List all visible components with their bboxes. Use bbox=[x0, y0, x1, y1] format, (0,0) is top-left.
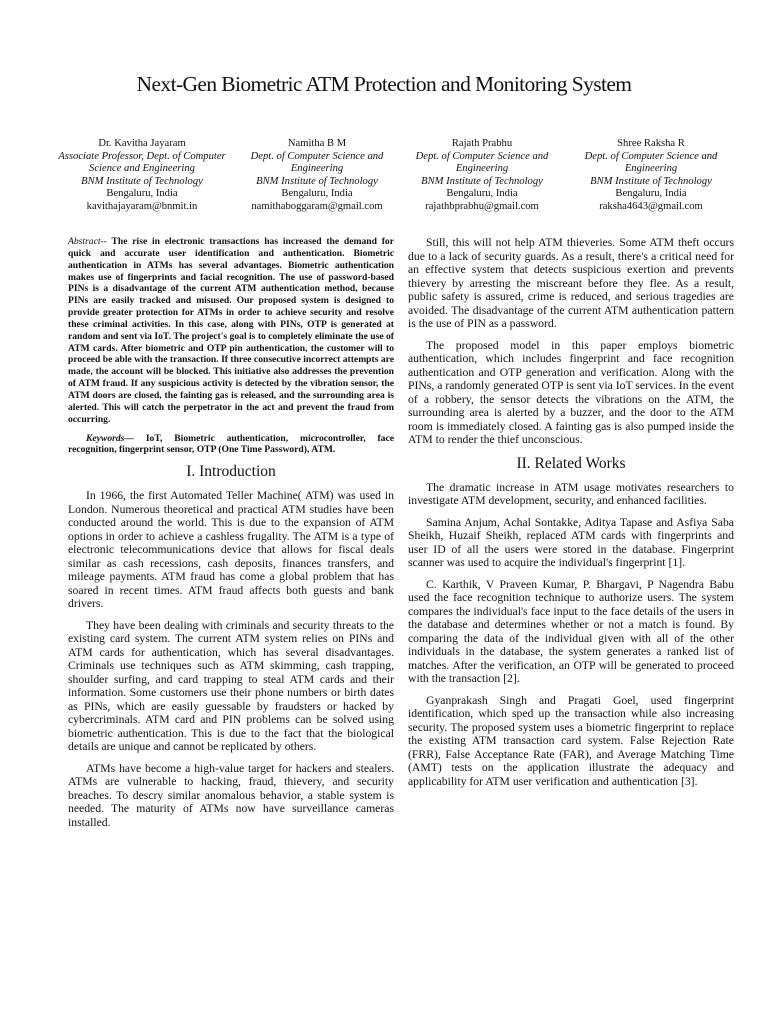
keywords-text: IoT, Biometric authentication, microcontroller, face recognition, fingerprint sensor, OTP (One Time Password), ATM. bbox=[68, 432, 394, 456]
author-block bbox=[0, 138, 768, 218]
paper-title: Next-Gen Biometric ATM Protection and Monitoring System bbox=[136, 72, 632, 96]
section-heading-related-works: II. Related Works bbox=[516, 454, 626, 472]
author-email: raksha4643@gmail.com bbox=[599, 200, 703, 212]
keywords bbox=[68, 433, 394, 457]
author-location: Bengaluru, India bbox=[446, 188, 518, 200]
author-institute: BNM Institute of Technology bbox=[590, 175, 712, 187]
section-heading-introduction: I. Introduction bbox=[186, 463, 276, 481]
author-affiliation: Associate Professor, Dept. of Computer Science and Engineering bbox=[58, 150, 226, 175]
author-institute: BNM Institute of Technology bbox=[81, 175, 203, 187]
abstract bbox=[68, 236, 394, 426]
intro-paragraph-1: In 1966, the first Automated Teller Machine( ATM) was used in London. Numerous theoretical and practical ATM studies have been conducted around the world. This is due to the expansion of ATM options in order to achieve a cashless frugality. The ATM is a type of electronic telecommunications device that allows for fiscal deals similar as cash recessions, cash deposits, finances transfers, and mileage payments. ATM fraud has come a global problem that has soared in recent times. ATM fraud affects both guests and bank drivers. bbox=[68, 489, 394, 611]
related-paragraph-3: C. Karthik, V Praveen Kumar, P. Bhargavi, P Nagendra Babu used the face recognition technique to authorize users. The system compares the individual's face input to the face details of the users in the database and determines whether or not a match is found. By comparing the data of the individual given with all of the other individuals in the database, the system generates a ranked list of matches. After the verification, an OTP will be generated to proceed with the transaction [2]. bbox=[408, 577, 734, 685]
author-3 bbox=[397, 138, 567, 214]
left-column bbox=[68, 236, 394, 837]
author-2 bbox=[232, 138, 402, 214]
author-location: Bengaluru, India bbox=[615, 188, 687, 200]
author-name: Namitha B M bbox=[287, 138, 347, 149]
intro-paragraph-5: The proposed model in this paper employs biometric authentication, which includes fingerprint and face recognition authentication and OTP generation and verification. Along with the PINs, a randomly generated OTP is sent via IoT services. In the event of a robbery, the sensor detects the vibrations on the ATM, the surrounding area is alerted by a buzzer, and the door to the ATM room is immediately closed. A fainting gas is also pumped inside the ATM to render the thief unconscious. bbox=[408, 338, 734, 446]
intro-paragraph-2: They have been dealing with criminals and security threats to the existing card system. The current ATM system relies on PINs and ATM cards for authentication, which has several disadvantages. Criminals use techniques such as ATM skimming, cash trapping, shoulder surfing, and card trapping to steal ATM cards and their information. Some customers use their phone numbers or birth dates as PINs, which are easily guessable by fraudsters or hacked by cybercriminals. ATM card and PIN problems can be solved using biometric authentication. This is due to the fact that the biological details are unique and cannot be replicated by others. bbox=[68, 618, 394, 754]
author-email: kavithajayaram@bnmit.in bbox=[86, 200, 198, 212]
author-institute: BNM Institute of Technology bbox=[256, 175, 378, 187]
related-paragraph-1: The dramatic increase in ATM usage motivates researchers to investigate ATM development, security, and enhanced facilities. bbox=[408, 480, 734, 507]
abstract-label: Abstract-- bbox=[68, 236, 107, 247]
related-paragraph-2: Samina Anjum, Achal Sontakke, Aditya Tapase and Asfiya Saba Sheikh, Huzaif Sheikh, replaced ATM cards with fingerprints and user ID of all the users were stored in the database. Fingerprint scanner was used to acquire the individual's fingerprint [1]. bbox=[408, 515, 734, 569]
author-location: Bengaluru, India bbox=[106, 188, 178, 200]
author-email: namithaboggaram@gmail.com bbox=[251, 200, 383, 212]
keywords-label: Keywords— bbox=[86, 432, 134, 444]
author-1 bbox=[57, 138, 227, 214]
intro-paragraph-3: ATMs have become a high-value target for hackers and stealers. ATMs are vulnerable to hacking, fraud, thievery, and security breaches. To descry similar anomalous behavior, a stable system is needed. The maturity of ATMs now have surveillance cameras installed. bbox=[68, 761, 394, 829]
author-affiliation: Dept. of Computer Science and Engineering bbox=[250, 150, 384, 175]
author-affiliation: Dept. of Computer Science and Engineering bbox=[584, 150, 718, 175]
author-affiliation: Dept. of Computer Science and Engineering bbox=[415, 150, 549, 175]
author-4 bbox=[566, 138, 736, 214]
related-paragraph-4: Gyanprakash Singh and Pragati Goel, used fingerprint identification, which sped up the transaction while also increasing security. The proposed system uses a biometric fingerprint to replace the existing ATM transaction card system. False Rejection Rate (FRR), False Acceptance Rate (FAR), and Average Matching Time (AMT) tests on the application illustrate the adequacy and applicability for ATM user verification and authentication [3]. bbox=[408, 693, 734, 788]
author-location: Bengaluru, India bbox=[281, 188, 353, 200]
intro-paragraph-4: Still, this will not help ATM thieveries. Some ATM theft occurs due to a lack of security guards. As a result, there's a critical need for an effective system that detects suspicious exertion and prevents thievery by arresting the miscreant before they flee. As a result, public safety is assured, crime is reduced, and serious tragedies are avoided. The disadvantage of the current ATM authentication pattern is the use of PIN as a password. bbox=[408, 236, 734, 330]
author-name: Rajath Prabhu bbox=[451, 138, 513, 149]
author-name: Dr. Kavitha Jayaram bbox=[98, 138, 186, 149]
author-institute: BNM Institute of Technology bbox=[421, 175, 543, 187]
author-email: rajathbprabhu@gmail.com bbox=[425, 200, 539, 212]
right-column bbox=[408, 236, 734, 796]
abstract-text: The rise in electronic transactions has increased the demand for quick and accurate user identification and authentication. Biometric authentication in ATMs has several advantages. Biometric authentication makes use of fingerprints and facial recognition. The use of password-based PINs is a disadvantage of the current ATM authentication method, because PINs are easily tracked and misused. Our proposed system is designed to provide greater protection for ATMs in order to achieve security and resolve these criminal activities. In this case, along with PINs, OTP is generated at random and sent via IoT. The project's goal is to completely eliminate the use of ATM cards. After biometric and OTP pin authentication, the customer will to proceed be able with the transaction. If three consecutive incorrect attempts are made, the account will be blocked. This initiative also addresses the prevention of ATM fraud. If any suspicious activity is detected by the vibration sensor, the ATM doors are closed, the fainting gas is released, and the surrounding area is alerted. This will catch the perpetrator in the act and prevent the fraud from occurring. bbox=[68, 236, 394, 425]
author-name: Shree Raksha R bbox=[617, 138, 685, 149]
